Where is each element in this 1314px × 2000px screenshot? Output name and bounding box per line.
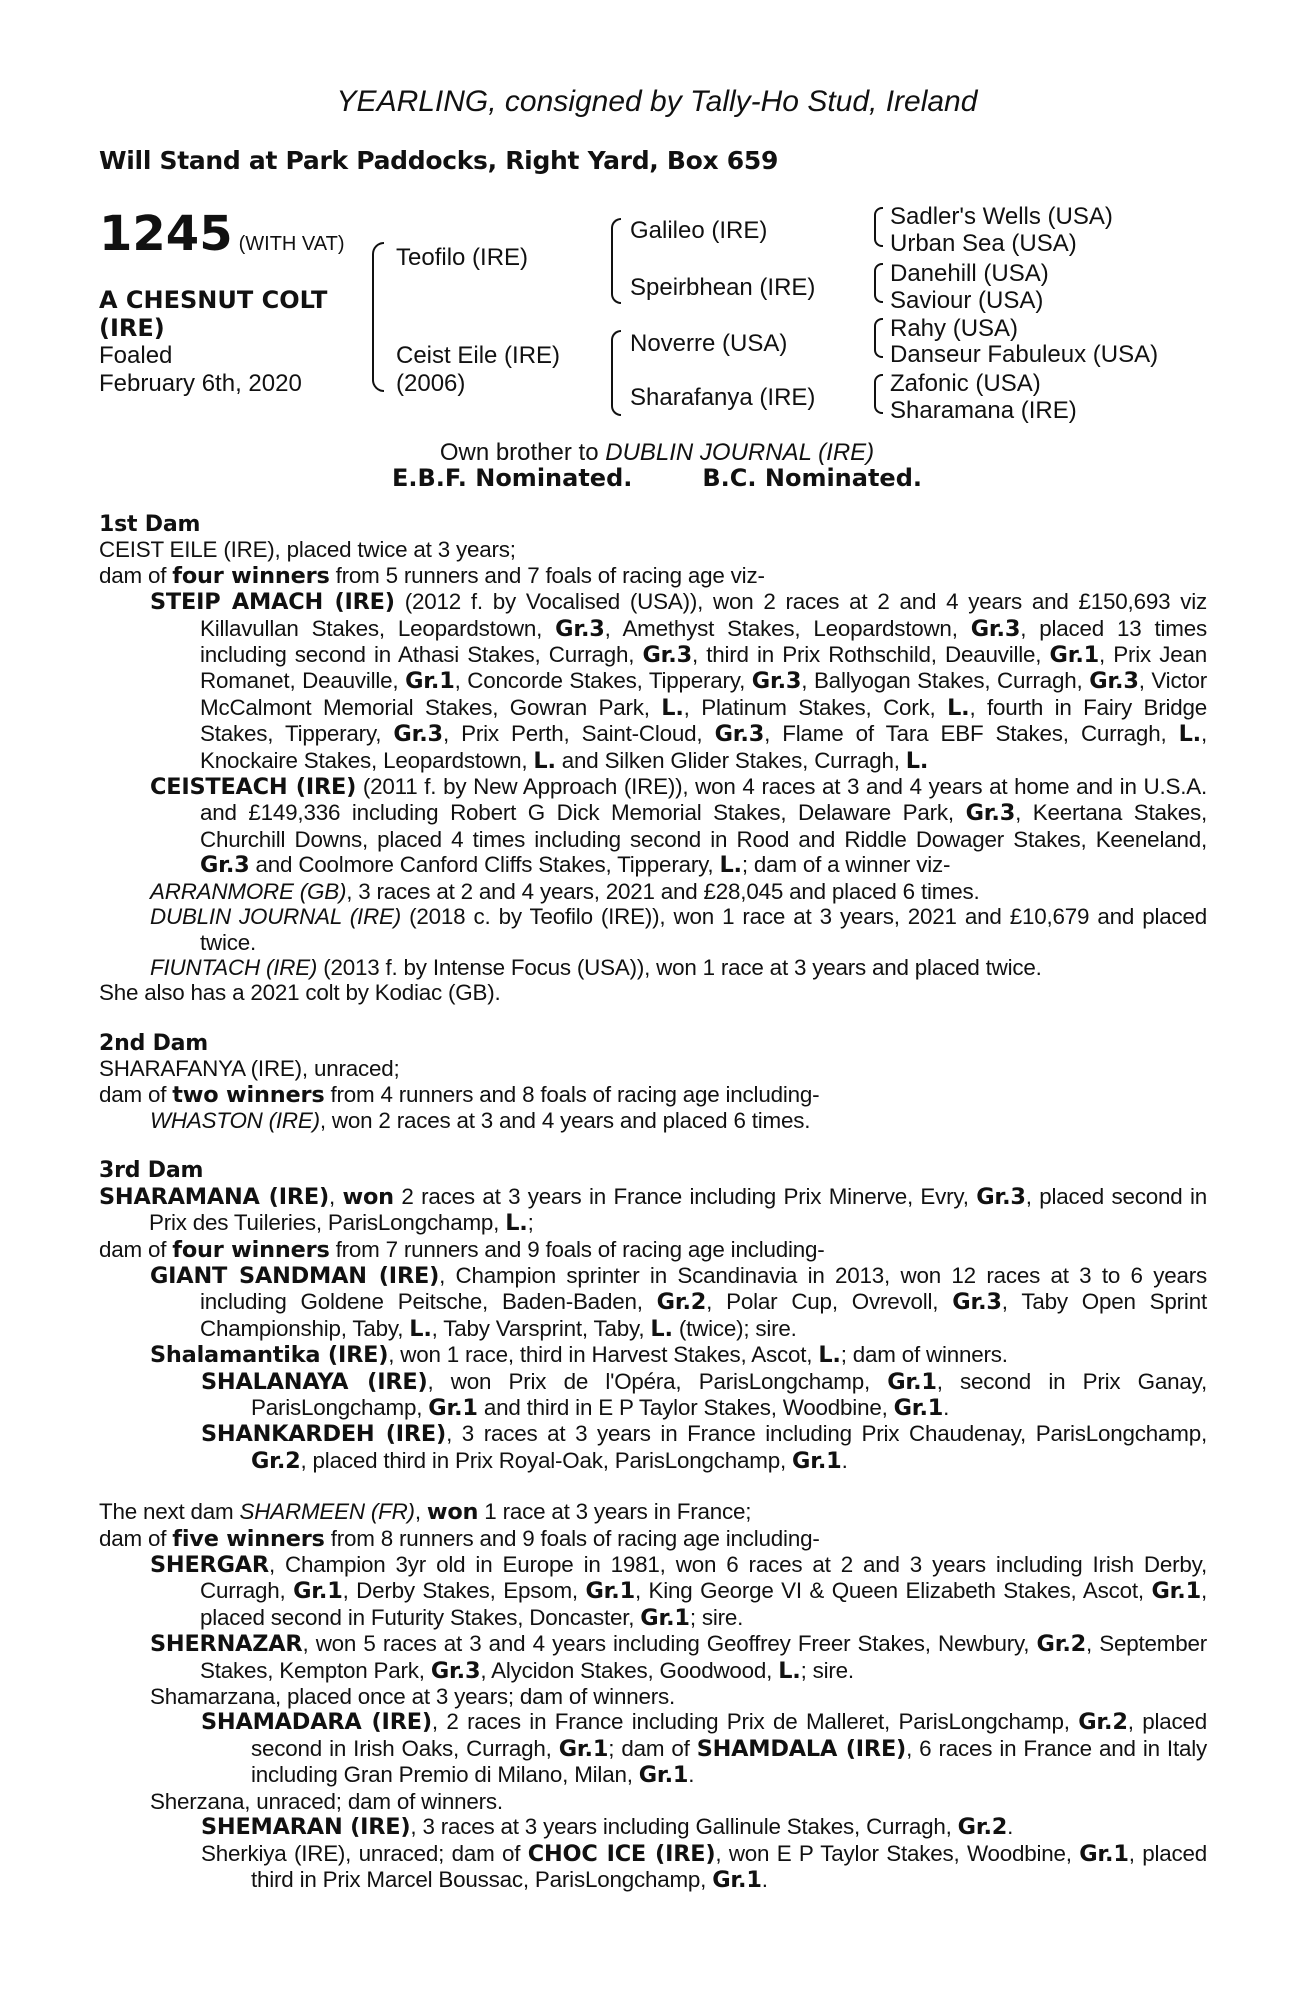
pedigree-ss: Galileo (IRE)	[630, 217, 768, 244]
produce-entry: SHALANAYA (IRE), won Prix de l'Opéra, ParisLongchamp, Gr.1, second in Prix Ganay, ParisLongchamp, Gr.1 and third in E P Taylor Stakes, Woodbine, Gr.1.	[201, 1368, 1207, 1421]
third-dam-heading: 3rd Dam	[99, 1158, 204, 1184]
produce-entry: STEIP AMACH (IRE) (2012 f. by Vocalised (USA)), won 2 races at 2 and 4 years and £150,693 viz Killavullan Stakes, Leopardstown, Gr.3, Amethyst Stakes, Leopardstown, Gr.3, placed 13 times including second in Athasi Stakes, Curragh, Gr.3, third in Prix Rothschild, Deauville, Gr.1, Prix Jean Romanet, Deauville, Gr.1, Concorde Stakes, Tipperary, Gr.3, Ballyogan Stakes, Curragh, Gr.3, Victor McCalmont Memorial Stakes, Gowran Park, L., Platinum Stakes, Cork, L., fourth in Fairy Bridge Stakes, Tipperary, Gr.3, Prix Perth, Saint-Cloud, Gr.3, Flame of Tara EBF Stakes, Curragh, L., Knockaire Stakes, Leopardstown, L. and Silken Glider Stakes, Curragh, L.	[150, 589, 1207, 774]
produce-entry: Sherkiya (IRE), unraced; dam of CHOC ICE (IRE), won E P Taylor Stakes, Woodbine, Gr.1, placed third in Prix Marcel Boussac, ParisLongchamp, Gr.1.	[201, 1840, 1207, 1893]
pedigree-ddd: Sharamana (IRE)	[890, 397, 1077, 424]
first-dam-dam-of: dam of four winners from 5 runners and 7 foals of racing age viz-	[99, 562, 765, 589]
first-dam-heading: 1st Dam	[99, 512, 201, 537]
bc-nominated: B.C. Nominated.	[702, 464, 923, 492]
produce-entry: Shalamantika (IRE), won 1 race, third in Harvest Stakes, Ascot, L.; dam of winners.	[150, 1342, 1008, 1369]
produce-entry: SHERNAZAR, won 5 races at 3 and 4 years including Geoffrey Freer Stakes, Newbury, Gr.2, September Stakes, Kempton Park, Gr.3, Alycidon Stakes, Goodwood, L.; sire.	[150, 1631, 1207, 1684]
pedigree-dss: Rahy (USA)	[890, 315, 1019, 342]
first-dam-closing: She also has a 2021 colt by Kodiac (GB).	[99, 980, 501, 1006]
pedigree-brace-dd	[874, 374, 883, 414]
page-title: YEARLING, consigned by Tally-Ho Stud, Ireland	[336, 85, 978, 118]
produce-entry: SHANKARDEH (IRE), 3 races at 3 years in France including Prix Chaudenay, ParisLongchamp, Gr.2, placed third in Prix Royal-Oak, ParisLongchamp, Gr.1.	[201, 1421, 1207, 1474]
own-brother-name: DUBLIN JOURNAL (IRE)	[605, 439, 875, 466]
first-dam-intro: CEIST EILE (IRE), placed twice at 3 years;	[99, 537, 516, 563]
own-brother-note	[0, 440, 1314, 466]
horse-sex-line2: (IRE)	[99, 314, 165, 342]
second-dam-heading: 2nd Dam	[99, 1030, 209, 1056]
second-dam-intro: SHARAFANYA (IRE), unraced;	[99, 1056, 400, 1082]
pedigree-dd: Sharafanya (IRE)	[630, 384, 816, 411]
pedigree-brace-sd	[874, 263, 883, 303]
produce-entry: Sherzana, unraced; dam of winners.	[150, 1788, 503, 1814]
foaled-date: February 6th, 2020	[99, 370, 302, 397]
produce-entry: Shamarzana, placed once at 3 years; dam of winners.	[150, 1684, 675, 1710]
next-dam-intro: The next dam SHARMEEN (FR), won 1 race at 3 years in France;	[99, 1499, 752, 1526]
pedigree-brace-sire	[611, 218, 621, 304]
vat-label: (WITH VAT)	[238, 233, 345, 255]
stand-location: Will Stand at Park Paddocks, Right Yard, Box 659	[99, 146, 779, 175]
lot-number: 1245	[99, 206, 233, 262]
produce-entry: DUBLIN JOURNAL (IRE) (2018 c. by Teofilo (IRE)), won 1 race at 3 years, 2021 and £10,679 and placed twice.	[150, 904, 1207, 955]
ebf-nominated: E.B.F. Nominated.	[391, 464, 633, 492]
pedigree-sd: Speirbhean (IRE)	[630, 274, 816, 301]
produce-entry: ARRANMORE (GB), 3 races at 2 and 4 years, 2021 and £28,045 and placed 6 times.	[150, 878, 980, 904]
second-dam-dam-of: dam of two winners from 4 runners and 8 foals of racing age including-	[99, 1081, 820, 1108]
pedigree-dam: Ceist Eile (IRE)	[396, 342, 561, 369]
produce-entry: SHAMADARA (IRE), 2 races in France including Prix de Malleret, ParisLongchamp, Gr.2, placed second in Irish Oaks, Curragh, Gr.1; dam of SHAMDALA (IRE), 6 races in France and in Italy including Gran Premio di Milano, Milan, Gr.1.	[201, 1709, 1208, 1789]
catalogue-body	[99, 512, 1207, 1893]
own-brother-prefix: Own brother to	[439, 439, 606, 466]
pedigree-ssd: Urban Sea (USA)	[890, 230, 1077, 257]
produce-entry: WHASTON (IRE), won 2 races at 3 and 4 years and placed 6 times.	[150, 1107, 811, 1133]
pedigree-dsd: Danseur Fabuleux (USA)	[890, 341, 1159, 368]
foaled-label: Foaled	[99, 342, 173, 369]
pedigree-dam-year: (2006)	[396, 370, 466, 397]
produce-entry: CEISTEACH (IRE) (2011 f. by New Approach (IRE)), won 4 races at 3 and 4 years at home and in U.S.A. and £149,336 including Robert G Dick Memorial Stakes, Delaware Park, Gr.3, Keertana Stakes, Churchill Downs, placed 4 times including second in Rood and Riddle Dowager Stakes, Keeneland, Gr.3 and Coolmore Canford Cliffs Stakes, Tipperary, L.; dam of a winner viz-	[150, 774, 1207, 879]
pedigree-brace-main	[372, 242, 384, 392]
pedigree-sdd: Saviour (USA)	[890, 287, 1044, 314]
produce-entry: SHERGAR, Champion 3yr old in Europe in 1981, won 6 races at 2 and 3 years including Irish Derby, Curragh, Gr.1, Derby Stakes, Epsom, Gr.1, King George VI & Queen Elizabeth Stakes, Ascot, Gr.1, placed second in Futurity Stakes, Doncaster, Gr.1; sire.	[150, 1552, 1207, 1631]
pedigree-ds: Noverre (USA)	[630, 330, 788, 357]
pedigree-brace-ds	[874, 318, 883, 358]
horse-description	[99, 286, 359, 398]
produce-entry: FIUNTACH (IRE) (2013 f. by Intense Focus (USA)), won 1 race at 3 years and placed twice.	[150, 954, 1042, 980]
pedigree-dds: Zafonic (USA)	[890, 370, 1041, 397]
produce-entry: SHEMARAN (IRE), 3 races at 3 years including Gallinule Stakes, Curragh, Gr.2.	[201, 1814, 1014, 1841]
pedigree-sss: Sadler's Wells (USA)	[890, 203, 1113, 230]
pedigree-brace-dam	[611, 330, 621, 416]
pedigree-brace-ss	[874, 207, 883, 247]
horse-sex-line1: A CHESNUT COLT	[99, 286, 328, 314]
next-dam-dam-of: dam of five winners from 8 runners and 9 foals of racing age including-	[99, 1525, 820, 1552]
produce-entry: GIANT SANDMAN (IRE), Champion sprinter in Scandinavia in 2013, won 12 races at 3 to 6 years including Goldene Peitsche, Baden-Baden, Gr.2, Polar Cup, Ovrevoll, Gr.3, Taby Open Sprint Championship, Taby, L., Taby Varsprint, Taby, L. (twice); sire.	[150, 1262, 1207, 1342]
lot-header	[99, 205, 345, 275]
pedigree-sire: Teofilo (IRE)	[396, 244, 529, 271]
nominations	[0, 465, 1314, 492]
third-dam-dam-of: dam of four winners from 7 runners and 9 foals of racing age including-	[99, 1236, 825, 1263]
third-dam-intro: SHARAMANA (IRE), won 2 races at 3 years in France including Prix Minerve, Evry, Gr.3, placed second in Prix des Tuileries, ParisLongchamp, L.;	[99, 1183, 1207, 1237]
pedigree-sds: Danehill (USA)	[890, 260, 1049, 287]
